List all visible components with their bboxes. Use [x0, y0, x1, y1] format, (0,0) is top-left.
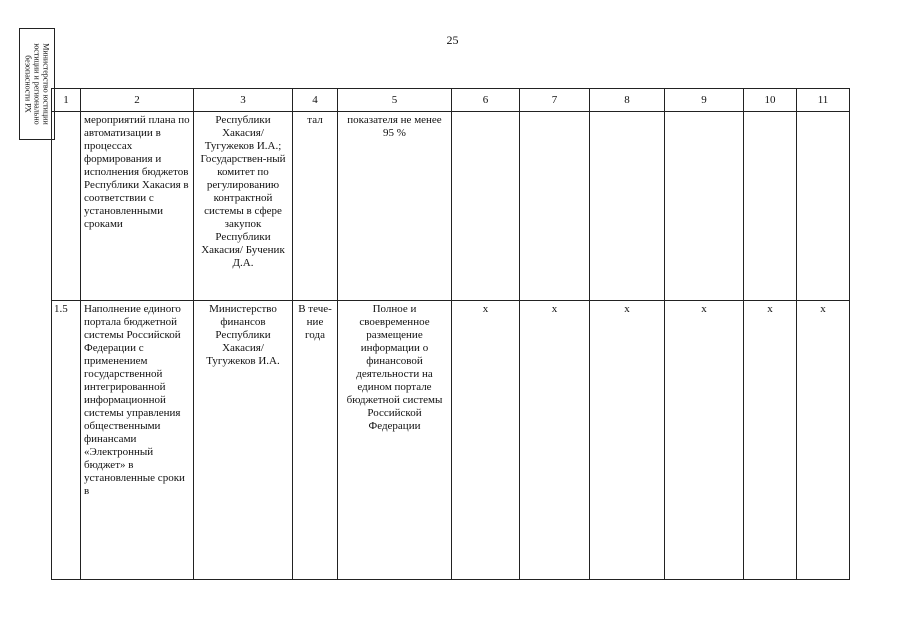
column-header: 4: [293, 89, 338, 112]
value-cell: [452, 112, 520, 301]
column-header: 3: [194, 89, 293, 112]
table-row: [52, 301, 850, 580]
column-header: 2: [81, 89, 194, 112]
value-cell: [665, 112, 744, 301]
value-cell: [590, 112, 665, 301]
period-cell: В тече-ние года: [293, 301, 338, 580]
page-number: 25: [446, 33, 459, 47]
value-cell: х: [520, 301, 590, 580]
stamp-text: [24, 30, 51, 138]
value-cell: х: [744, 301, 797, 580]
value-cell: [797, 112, 850, 301]
column-header: 9: [665, 89, 744, 112]
value-cell: х: [452, 301, 520, 580]
stamp-line: юстиции и регионально: [32, 43, 42, 125]
period-cell: тал: [293, 112, 338, 301]
column-header: 5: [338, 89, 452, 112]
indicator-cell: показателя не менее 95 %: [338, 112, 452, 301]
value-cell: [744, 112, 797, 301]
row-number-cell: 1.5: [52, 301, 81, 580]
row-number-cell: [52, 112, 81, 301]
value-cell: х: [590, 301, 665, 580]
responsible-cell: Министерство финансов Республики Хакасия/ Тугужеков И.А.: [194, 301, 293, 580]
value-cell: х: [797, 301, 850, 580]
column-header: 1: [52, 89, 81, 112]
activity-cell: мероприятий плана по автоматизации в процессах формирования и исполнения бюджетов Республики Хакасия в соответствии с установленными сроками: [81, 112, 194, 301]
stamp-line: Министерство юстиции: [41, 43, 51, 125]
activity-cell: Наполнение единого портала бюджетной системы Российской Федерации с применением государственной интегрированной информационной системы управления общественными финансами «Электронный бюджет» в установленные сроки в: [81, 301, 194, 580]
indicator-cell: Полное и своевременное размещение информации о финансовой деятельности на едином портале бюджетной системы Российской Федерации: [338, 301, 452, 580]
table-header-row: [52, 89, 850, 112]
column-header: 7: [520, 89, 590, 112]
registration-stamp: [19, 28, 55, 140]
responsible-cell: Республики Хакасия/ Тугужеков И.А.; Государствен-ный комитет по регулированию контрактной системы в сфере закупок Республики Хакасия/ Бученик Д.А.: [194, 112, 293, 301]
column-header: 11: [797, 89, 850, 112]
table-row: [52, 112, 850, 301]
column-header: 8: [590, 89, 665, 112]
value-cell: х: [665, 301, 744, 580]
column-header: 10: [744, 89, 797, 112]
column-header: 6: [452, 89, 520, 112]
document-table: [51, 88, 850, 580]
stamp-line: безопасности РХ: [23, 55, 33, 113]
value-cell: [520, 112, 590, 301]
